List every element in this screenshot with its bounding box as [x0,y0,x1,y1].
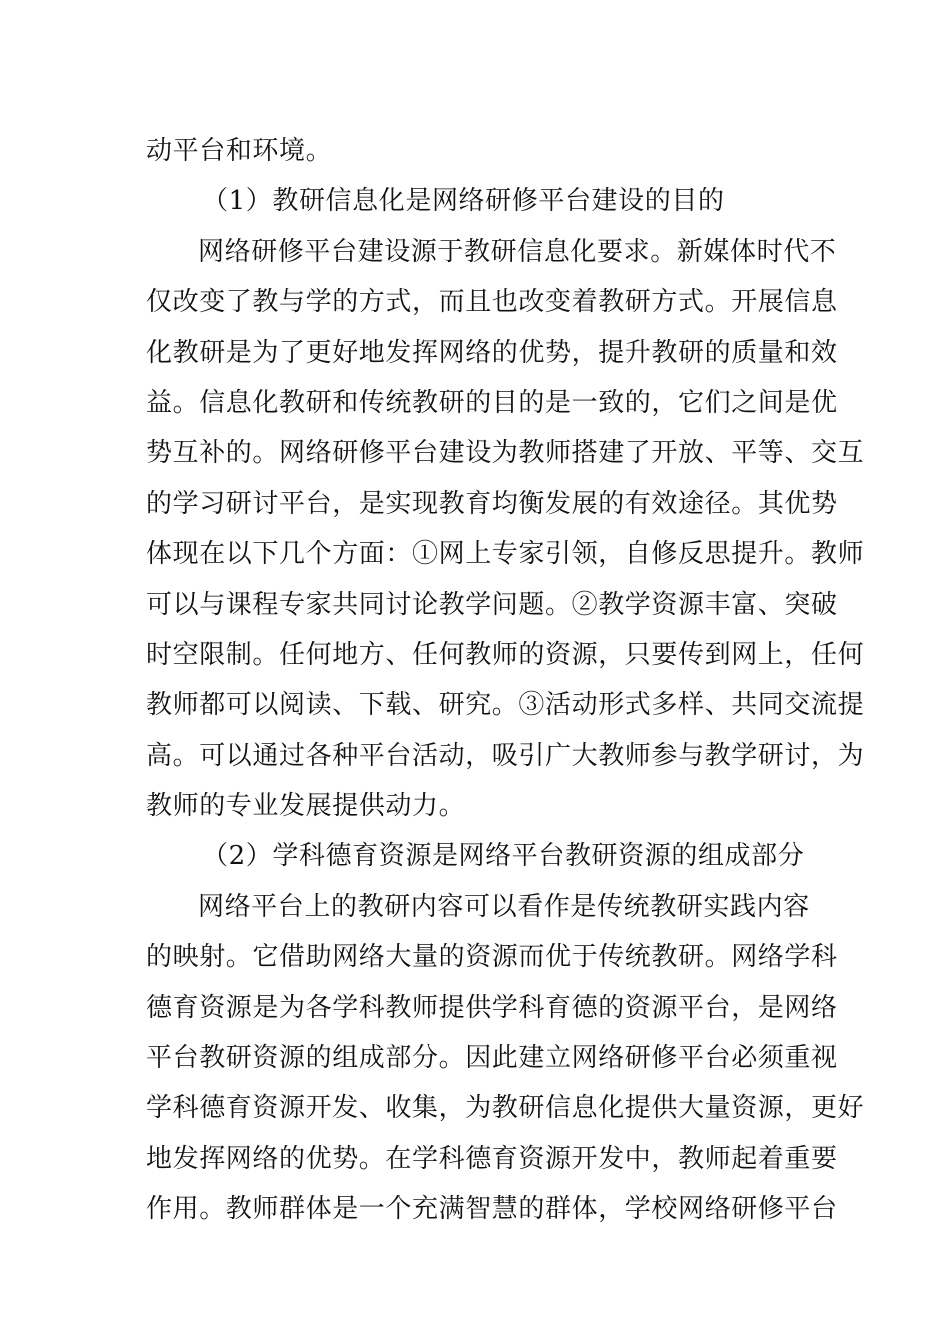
section-heading-2: （2）学科德育资源是网络平台教研资源的组成部分 [202,841,805,872]
text-line: 益。信息化教研和传统教研的目的是一致的，它们之间是优 [146,387,838,418]
text-line: 时空限制。任何地方、任何教师的资源，只要传到网上，任何 [146,639,865,670]
text-line: 教师都可以阅读、下载、研究。③活动形式多样、共同交流提 [146,690,865,721]
text-line: 的映射。它借助网络大量的资源而优于传统教研。网络学科 [146,942,838,973]
text-line: 的学习研讨平台，是实现教育均衡发展的有效途径。其优势 [146,488,838,519]
text-line: 平台教研资源的组成部分。因此建立网络研修平台必须重视 [146,1043,838,1074]
text-line: 化教研是为了更好地发挥网络的优势，提升教研的质量和效 [146,337,838,368]
document-body [146,126,865,1235]
text-line: 作用。教师群体是一个充满智慧的群体，学校网络研修平台 [146,1194,838,1225]
text-line: 地发挥网络的优势。在学科德育资源开发中，教师起着重要 [146,1143,838,1174]
text-line: 教师的专业发展提供动力。 [146,791,466,822]
text-line: 动平台和环境。 [146,136,333,166]
text-line: 网络平台上的教研内容可以看作是传统教研实践内容 [198,891,810,922]
text-line: 势互补的。网络研修平台建设为教师搭建了开放、平等、交互 [146,438,865,469]
text-line: 可以与课程专家共同讨论教学问题。②教学资源丰富、突破 [146,589,838,620]
text-line: 学科德育资源开发、收集，为教研信息化提供大量资源，更好 [146,1093,865,1124]
text-line: 网络研修平台建设源于教研信息化要求。新媒体时代不 [198,236,837,267]
text-line: 仅改变了教与学的方式，而且也改变着教研方式。开展信息 [146,287,838,318]
text-line: 德育资源是为各学科教师提供学科育德的资源平台，是网络 [146,992,838,1023]
text-line: 体现在以下几个方面：①网上专家引领，自修反思提升。教师 [146,539,865,570]
section-heading-1: （1）教研信息化是网络研修平台建设的目的 [202,186,725,217]
text-line: 高。可以通过各种平台活动，吸引广大教师参与教学研讨，为 [146,740,865,771]
